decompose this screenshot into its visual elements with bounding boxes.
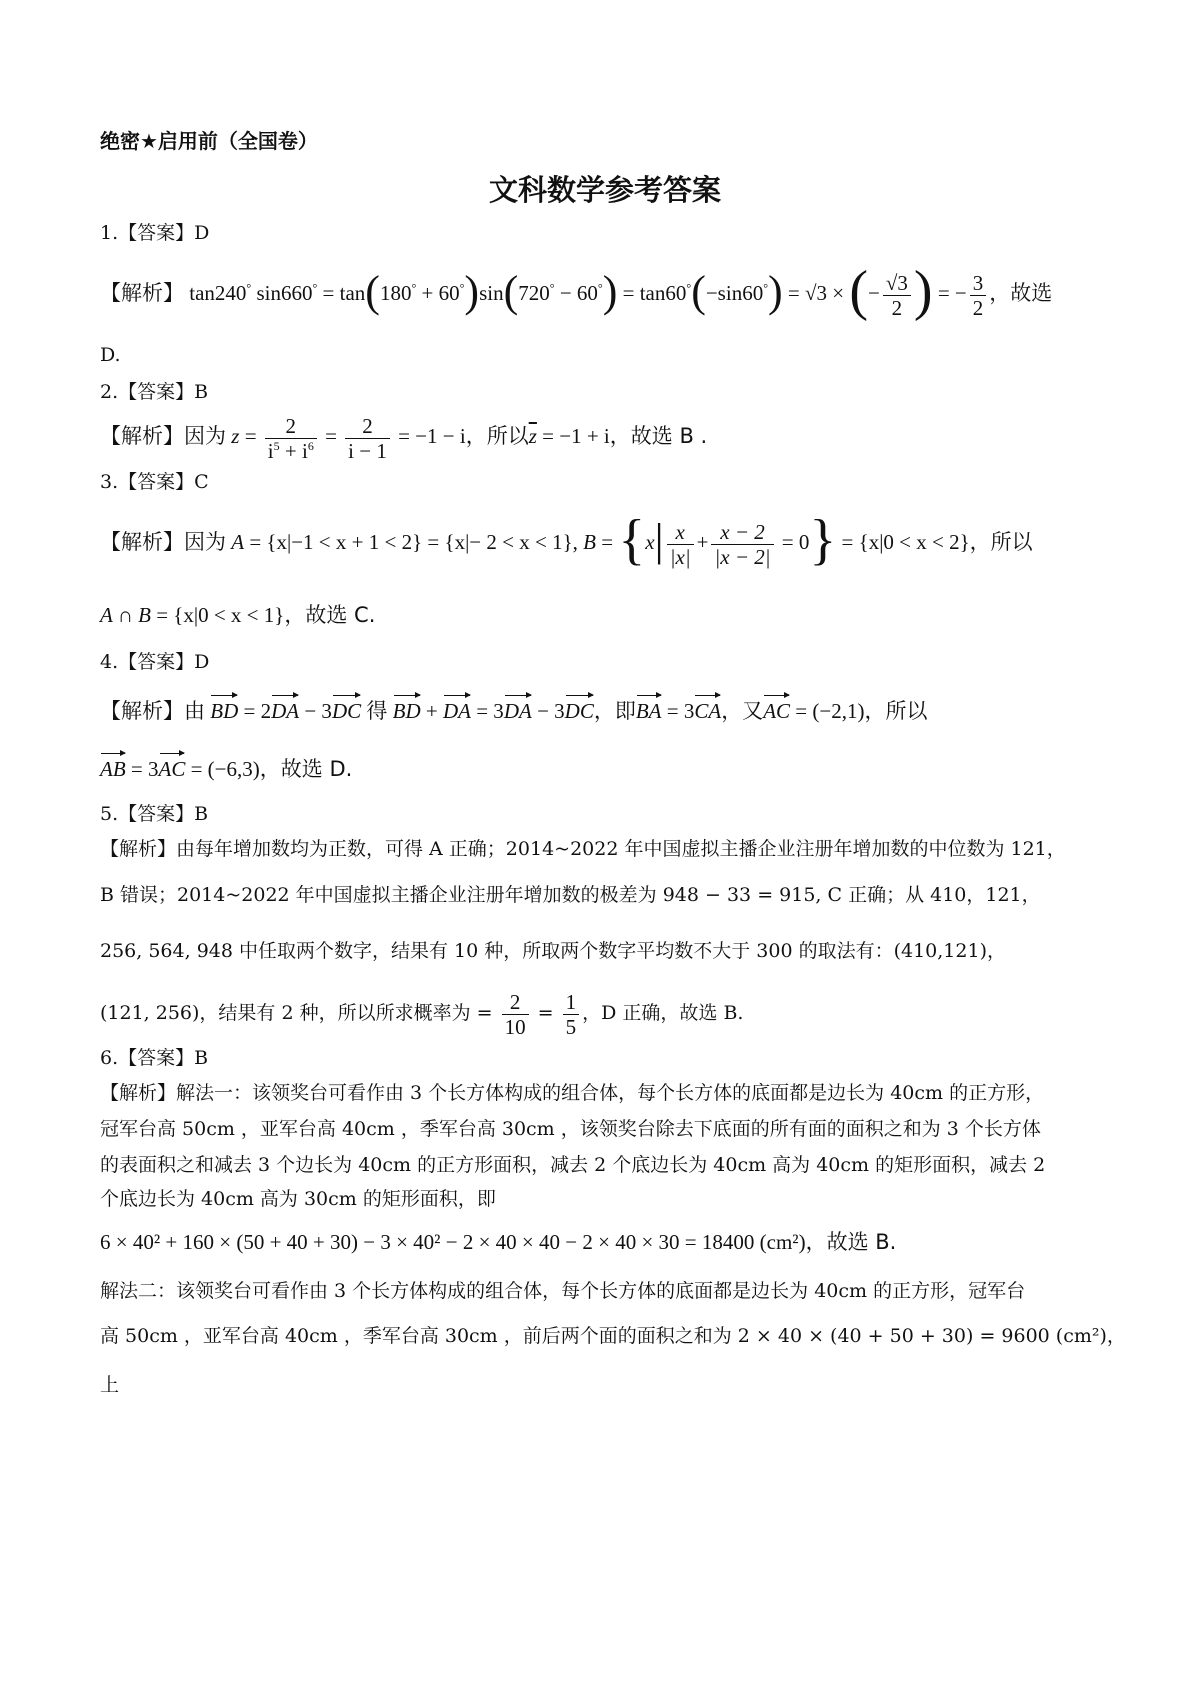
q4-continuation <box>100 750 352 782</box>
vector: DC <box>565 692 594 724</box>
expr-part: z <box>231 424 240 448</box>
text-part: = <box>537 1002 554 1024</box>
q2-answer: 2.【答案】B <box>100 381 209 403</box>
vector: AC <box>159 750 186 782</box>
q3-solution: 【解析】因为 A = {x|−1 < x + 1 < 2} = {x|− 2 < x < 1}, B = {x| $\frac{x}{|x|}$ + $\frac{x - 2}{|x - 2|}$ = 0} = {x|0 < x < 2}，所以 <box>100 509 1033 572</box>
expr-part: x <box>645 530 655 554</box>
expr-part: −sin60 <box>705 281 764 305</box>
expr-part: = 0 <box>781 530 810 554</box>
expr-part: 6 × 40² + 160 × (50 + 40 + 30) − 3 × 40² − 2 × 40 × 40 − 2 × 40 × 30 = 18400 (cm²) <box>100 1230 806 1254</box>
q1-answer: 1.【答案】D <box>100 222 210 244</box>
expr-part: = −1 + i <box>542 424 610 448</box>
expr-part: = (−6,3) <box>190 757 260 781</box>
expr-part: = tan <box>322 281 366 305</box>
expr-part: 720 <box>518 281 550 305</box>
expr-part: = − <box>937 281 967 305</box>
expr-part: = (−2,1) <box>795 699 865 723</box>
expr-part: $\overline{z}$ <box>528 424 537 448</box>
fraction: $\frac{√3}{2}$ <box>883 271 911 320</box>
expr-part: = tan60 <box>622 281 687 305</box>
q2-solution <box>100 410 707 463</box>
expr-part: = 2 <box>243 699 272 723</box>
vector: BD <box>393 692 421 724</box>
expr-part: ，即 <box>593 699 636 723</box>
vector: DA <box>504 692 532 724</box>
expr-part: ，故选 C. <box>284 603 376 627</box>
q1-continuation: D. <box>100 344 121 366</box>
q3-answer: 3.【答案】C <box>100 471 209 493</box>
vector: DA <box>271 692 299 724</box>
solution-tag: 【解析】由 <box>100 699 205 723</box>
expr-part: = {x|−1 < x + 1 < 2} = {x|− 2 < x < 1}, <box>249 530 584 554</box>
vector: AB <box>100 750 126 782</box>
q6-line-7: 高 50cm ，亚军台高 40cm ，季军台高 30cm ，前后两个面的面积之和为 2 × 40 × (40 + 50 + 30) = 9600 (cm²)， <box>100 1325 1126 1347</box>
expr-part: ，故选 <box>989 281 1053 305</box>
expr-part: tan240 <box>189 281 247 305</box>
secret-header: 绝密★启用前（全国卷） <box>100 129 318 153</box>
q5-line-4 <box>100 988 743 1039</box>
fraction: $\frac{3}{2}$ <box>970 271 987 320</box>
expr-part: = 3 <box>476 699 504 723</box>
expr-part: ，所以 <box>864 699 928 723</box>
expr-part: − 3 <box>304 699 332 723</box>
text-part: ，D 正确，故选 B. <box>582 1002 744 1024</box>
expr-part: ，故选 D. <box>259 757 353 781</box>
expr-part: + <box>425 699 438 723</box>
solution-tag: 【解析】 <box>100 281 184 305</box>
expr-part: − 60 <box>559 281 598 305</box>
expr-part: ，所以 <box>465 424 529 448</box>
expr-part: ，故选 B. <box>805 1230 897 1254</box>
expr-part: 180 <box>379 281 412 305</box>
vector: DC <box>332 692 361 724</box>
expr-part: + 60 <box>421 281 460 305</box>
expr-part: B <box>583 530 596 554</box>
fraction: $\frac{1}{5}$ <box>563 990 580 1039</box>
expr-part: ，所以 <box>969 530 1033 554</box>
q6-line-6: 解法二：该领奖台可看作由 3 个长方体构成的组合体，每个长方体的底面都是边长为 40cm 的正方形，冠军台 <box>100 1280 1026 1302</box>
q4-answer: 4.【答案】D <box>100 651 210 673</box>
vector: AC <box>763 692 790 724</box>
q3-continuation <box>100 602 375 628</box>
expr-part: = √3 × <box>787 281 845 305</box>
expr-part: = <box>601 530 614 554</box>
vector: BA <box>636 692 662 724</box>
q6-answer: 6.【答案】B <box>100 1047 209 1069</box>
text-part: (121, 256)，结果有 2 种，所以所求概率为 = <box>100 1002 493 1024</box>
expr-part: sin660 <box>256 281 313 305</box>
expr-part: = −1 − i <box>398 424 466 448</box>
vector: BD <box>210 692 238 724</box>
fraction: $\frac{2}{10}$ <box>502 990 529 1039</box>
q6-line-4: 个底边长为 40cm 高为 30cm 的矩形面积，即 <box>100 1188 496 1210</box>
fraction: $\frac{x}{|x|}$ <box>667 520 694 569</box>
expr-part: 得 <box>366 699 388 723</box>
expr-part: − <box>868 281 880 305</box>
q5-line-3: 256, 564, 948 中任取两个数字，结果有 10 种，所取两个数字平均数不大于 300 的取法有：(410,121)， <box>100 940 1006 962</box>
expr-part: = 3 <box>130 757 159 781</box>
vector: CA <box>694 692 721 724</box>
expr-part: = <box>325 424 337 448</box>
fraction: $\frac{x - 2}{|x - 2|}$ <box>711 520 773 569</box>
q6-line-8: 上 <box>100 1374 120 1396</box>
expr-part: − 3 <box>537 699 565 723</box>
solution-tag: 【解析】因为 <box>100 424 226 448</box>
expr-part: A <box>231 530 245 554</box>
expr-part: + <box>696 530 709 554</box>
q1-solution: 【解析】 tan240° sin660° = tan(180° + 60°)sin(720° − 60°) = tan60°(−sin60°) = √3 × (− $\frac{√3}{2}$ ) = − $\frac{3}{2}$ ，故选 <box>100 260 1053 323</box>
expr-part: = {x|0 < x < 2} <box>841 530 970 554</box>
q4-solution <box>100 692 927 724</box>
q5-line-2: B 错误；2014~2022 年中国虚拟主播企业注册年增加数的极差为 948 − 33 = 915, C 正确；从 410，121， <box>100 884 1041 906</box>
page-title: 文科数学参考答案 <box>488 173 721 207</box>
solution-tag: 【解析】因为 <box>100 530 226 554</box>
q5-answer: 5.【答案】B <box>100 803 209 825</box>
q5-line-1: 【解析】由每年增加数均为正数，可得 A 正确；2014~2022 年中国虚拟主播企业注册年增加数的中位数为 121， <box>100 838 1066 860</box>
fraction: $\frac{2}{i - 1}$ <box>345 414 390 463</box>
expr-part: = <box>244 424 257 448</box>
expr-part: ，故选 B . <box>609 424 708 448</box>
expr-part: = 3 <box>666 699 695 723</box>
expr-part: ，又 <box>721 699 764 723</box>
q6-line-2: 冠军台高 50cm ，亚军台高 40cm ，季军台高 30cm ，该领奖台除去下底面的所有面的面积之和为 3 个长方体 <box>100 1118 1041 1140</box>
q6-line-3: 的表面积之和减去 3 个边长为 40cm 的正方形面积，减去 2 个底边长为 40cm 高为 40cm 的矩形面积，减去 2 <box>100 1154 1046 1176</box>
fraction: $\frac{2}{i^5 + i^6}$ <box>265 414 317 463</box>
q6-line-5 <box>100 1229 896 1255</box>
vector: DA <box>443 692 471 724</box>
expr-part: = {x|0 < x < 1} <box>156 603 285 627</box>
q6-line-1: 【解析】解法一：该领奖台可看作由 3 个长方体构成的组合体，每个长方体的底面都是边长为 40cm 的正方形， <box>100 1082 1045 1104</box>
expr-part: sin <box>479 281 504 305</box>
expr-part: A ∩ B <box>100 603 151 627</box>
